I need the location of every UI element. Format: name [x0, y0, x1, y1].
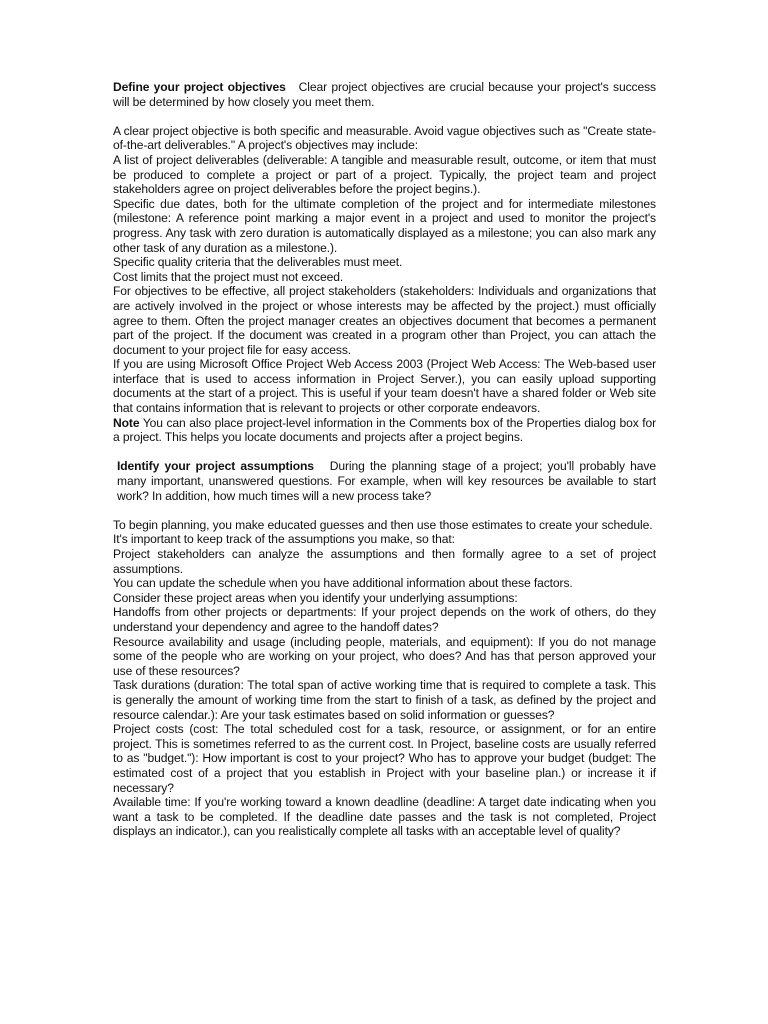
note-label: Note [113, 415, 140, 430]
paragraph: Project stakeholders can analyze the assumptions and then formally agree to a set of project assumptions. [113, 547, 656, 576]
note-text: You can also place project-level information in the Comments box of the Properties dialog box for a project. This helps you locate documents and projects after a project begins. [113, 415, 657, 445]
paragraph: If you are using Microsoft Office Project Web Access 2003 (Project Web Access: The Web-based user interface that is used to access information in Project Server.), you can easily upload supporting documents at the start of a project. This is useful if your team doesn't have a shared folder or Web site that contains information that is relevant to projects or other corporate endeavors. [113, 357, 656, 416]
paragraph: To begin planning, you make educated guesses and then use those estimates to create your schedule. [113, 517, 653, 532]
paragraph: Resource availability and usage (including people, materials, and equipment): If you do not manage some of the people who are working on your project, who does? And has that person approved your use of these resources? [113, 634, 656, 678]
section2-heading: Identify your project assumptions [117, 459, 314, 474]
paragraph: A list of project deliverables (deliverable: A tangible and measurable result, outcome, or item that must be produced to complete a project or part of a project. Typically, the project team and project stakeholders agree on project deliverables before the project begins.). [113, 152, 656, 197]
paragraph: Project costs (cost: The total scheduled cost for a task, resource, or assignment, or for an entire project. This is sometimes referred to as the current cost. In Project, baseline costs are usually referred to as "budget."): How important is cost to your project? Who has to approve your budget (budget: The estimated cost of a project that you establish in Project with your baseline plan.) or increase it if necessary? [113, 722, 656, 795]
section1-heading: Define your project objectives [113, 80, 286, 94]
paragraph: Specific due dates, both for the ultimate completion of the project and for intermediate milestones (milestone: A reference point marking a major event in a project and used to monitor the project's progress. Any task with zero duration is automatically displayed as a milestone; you can also mark any other task of any duration as a milestone.). [113, 196, 656, 255]
section1-intro: Clear project objectives are crucial because your project's success will be determined by how closely you meet them. [113, 80, 656, 109]
section2-intro: During the planning stage of a project; you'll probably have many important, unanswered questions. For example, when will key resources be available to start work? In addition, how much times will a new process take? [117, 459, 657, 503]
paragraph: Task durations (duration: The total span of active working time that is required to complete a task. This is generally the amount of working time from the start to finish of a task, as defined by the project and resource calendar.): Are your task estimates based on solid information or guesses? [113, 678, 656, 722]
document-page [113, 80, 656, 839]
paragraph: Cost limits that the project must not exceed. [113, 269, 344, 284]
paragraph: Consider these project areas when you identify your underlying assumptions: [113, 590, 518, 605]
paragraph: Available time: If you're working toward a known deadline (deadline: A target date indicating when you want a task to be completed. If the deadline date passes and the task is not completed, Project displays an indicator.), can you realistically complete all tasks with an acceptable level of quality? [113, 795, 656, 839]
paragraph: Handoffs from other projects or departments: If your project depends on the work of others, do they understand your dependency and agree to the handoff dates? [113, 605, 656, 634]
note-paragraph [113, 416, 656, 445]
paragraph: You can update the schedule when you have additional information about these factors. [113, 576, 573, 591]
paragraph: It's important to keep track of the assumptions you make, so that: [113, 532, 455, 547]
paragraph: Specific quality criteria that the deliverables must meet. [113, 255, 403, 270]
section1-intro-paragraph [113, 80, 656, 109]
paragraph: A clear project objective is both specific and measurable. Avoid vague objectives such as "Create state-of-the-art deliverables." A project's objectives may include: [113, 123, 656, 153]
section2-intro-paragraph [113, 459, 656, 503]
paragraph: For objectives to be effective, all project stakeholders (stakeholders: Individuals and organizations that are actively involved in the project or whose interests may be affected by the project.) must officially agree to them. Often the project manager creates an objectives document that becomes a permanent part of the project. If the document was created in a program other than Project, you can attach the document to your project file for easy access. [113, 284, 656, 357]
